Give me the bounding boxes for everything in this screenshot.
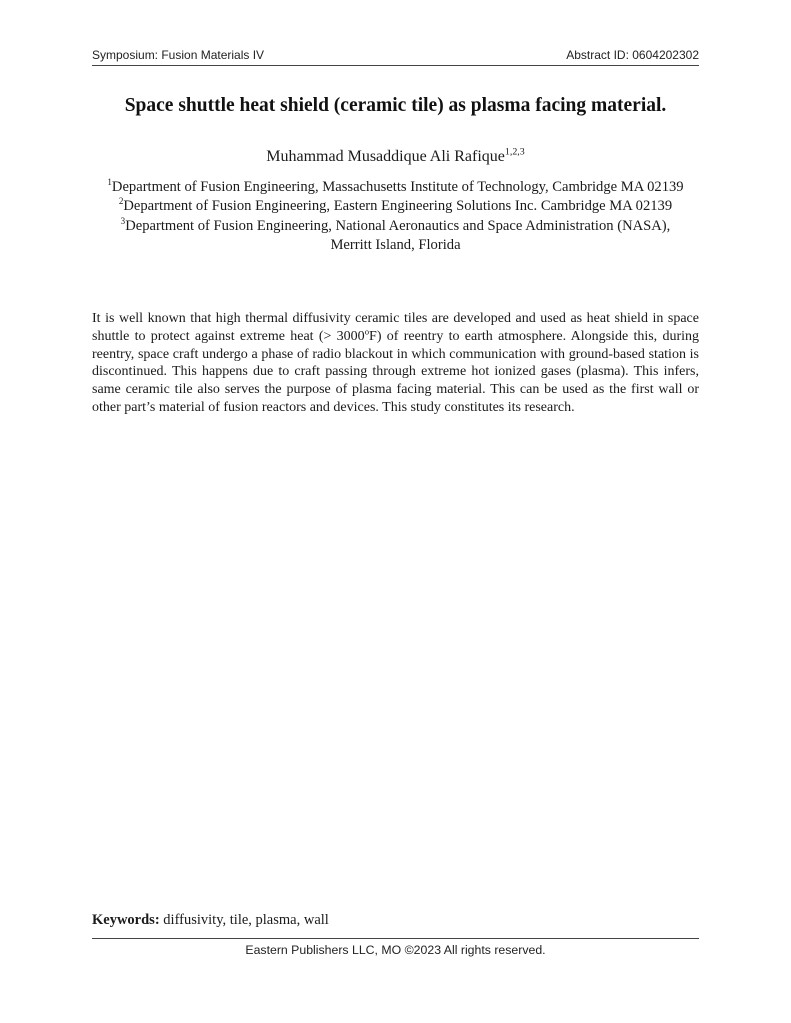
affiliations bbox=[60, 178, 731, 256]
abstract-text-end: F) of reentry to earth atmosphere. Alongside this, during reentry, space craft undergo a phase of radio blackout in which communication with ground-based station is discontinued. This happens due to craft passing through extreme hot ionized gases (plasma). This infers, same ceramic tile also serves the purpose of plasma facing material. This can be used as the first wall or other part’s material of fusion reactors and devices. This study constitutes its research. bbox=[92, 328, 700, 415]
header-abstract-id: Abstract ID: 0604202302 bbox=[566, 48, 699, 62]
abstract-text-start: It is well known that high thermal diffusivity ceramic tiles are developed and used as heat shield in space shuttle to protect against extreme heat (> 3000 bbox=[92, 311, 699, 344]
header-rule bbox=[92, 65, 699, 66]
paper-title: Space shuttle heat shield (ceramic tile) as plasma facing material. bbox=[124, 95, 667, 116]
affiliation-1 bbox=[60, 178, 731, 197]
abstract-body bbox=[92, 310, 699, 417]
author-affiliation-marks: 1,2,3 bbox=[504, 146, 525, 158]
affiliation-2-text: Department of Fusion Engineering, Eastern Engineering Solutions Inc. Cambridge MA 02139 bbox=[123, 198, 673, 215]
header-symposium: Symposium: Fusion Materials IV bbox=[92, 48, 265, 62]
affiliation-3-location: Merritt Island, Florida bbox=[330, 237, 461, 254]
keywords-value: diffusivity, tile, plasma, wall bbox=[159, 912, 329, 928]
affiliation-2-mark: 2 bbox=[118, 196, 124, 207]
keywords-line bbox=[92, 912, 329, 929]
affiliation-1-mark: 1 bbox=[107, 177, 112, 188]
page-footer: Eastern Publishers LLC, MO ©2023 All rights reserved. bbox=[245, 943, 546, 957]
page-header bbox=[92, 48, 699, 66]
keywords-label: Keywords: bbox=[92, 912, 160, 928]
author-name: Muhammad Musaddique Ali Rafique bbox=[266, 148, 505, 165]
affiliation-3-text: Department of Fusion Engineering, National Aeronautics and Space Administration (NASA), bbox=[125, 217, 671, 234]
affiliation-3-continued bbox=[60, 236, 731, 255]
affiliation-3-mark: 3 bbox=[120, 215, 126, 226]
affiliation-3 bbox=[60, 217, 731, 236]
affiliation-2 bbox=[60, 197, 731, 216]
degree-mark: o bbox=[364, 326, 370, 337]
footer-rule bbox=[92, 938, 699, 939]
affiliation-1-text: Department of Fusion Engineering, Massachusetts Institute of Technology, Cambridge MA 02139 bbox=[111, 179, 684, 195]
author-line bbox=[60, 148, 731, 166]
